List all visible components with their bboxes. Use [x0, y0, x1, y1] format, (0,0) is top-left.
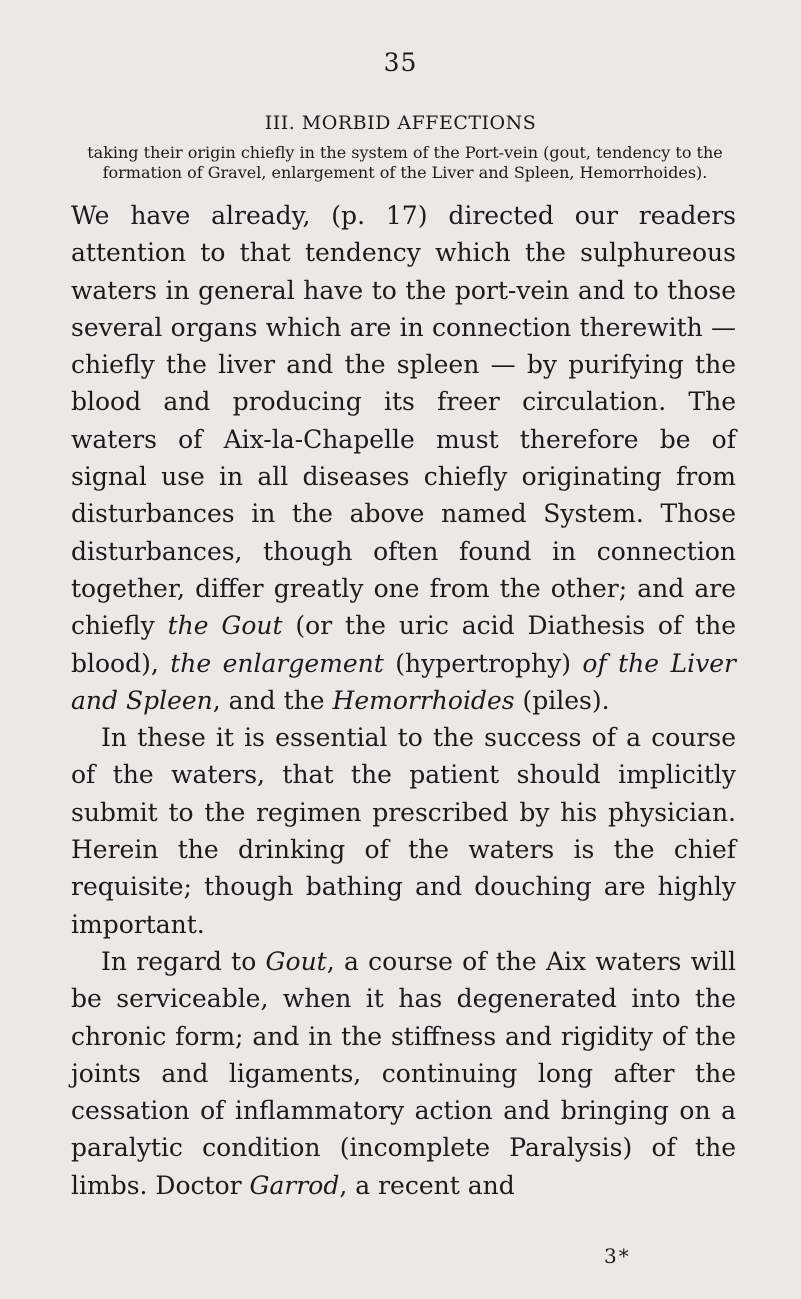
text-run: , and the — [212, 685, 333, 715]
italic-text-run: of the Liver and Spleen — [71, 648, 736, 715]
text-run: , a recent and — [339, 1170, 515, 1200]
section-subheading: taking their origin chiefly in the system of the Port-vein (gout, tendency to the formation of Gravel, enlargement of the Liver and Spleen, Hemorrhoides). — [87, 143, 723, 182]
signature-mark: 3* — [604, 1244, 631, 1268]
italic-text-run: Garrod — [249, 1170, 340, 1200]
section-heading: III. MORBID AFFECTIONS — [264, 112, 537, 134]
page-number: 35 — [383, 48, 418, 77]
text-run: (hypertrophy) — [383, 648, 583, 678]
text-run: In regard to — [101, 946, 266, 976]
italic-text-run: the Gout — [167, 611, 283, 641]
italic-text-run: Hemorrhoides — [332, 685, 515, 715]
body-text — [71, 197, 736, 1204]
paragraph — [71, 197, 736, 719]
italic-text-run: the enlargement — [170, 648, 384, 678]
text-run: (or the uric acid Diathesis of the blood), — [71, 611, 737, 678]
paragraph — [71, 719, 736, 943]
text-run: (piles). — [514, 685, 610, 715]
text-run: , a course of the Aix waters will be serviceable, when it has degenerated into the chronic form; and in the stiffness and rigidity of the joints and ligaments, continuing long after the cessation of inflammatory action and bringing on a paralytic condition (incomplete Paralysis) of the limbs. Doctor — [71, 946, 736, 1200]
text-run: We have already, (p. 17) directed our readers attention to that tendency which the sulphureous waters in general have to the port-vein and to those several organs which are in connection therewith — chiefly the liver and the spleen — by purifying the blood and producing its freer circulation. The waters of Aix-la-Chapelle must therefore be of signal use in all diseases chiefly originating from disturbances in the above named System. Those disturbances, though often found in connection together, differ greatly one from the other; and are chiefly — [71, 201, 736, 641]
paragraph — [71, 943, 736, 1204]
italic-text-run: Gout — [265, 946, 327, 976]
text-run: In these it is essential to the success of a course of the waters, that the patient should implicitly submit to the regimen prescribed by his physician. Herein the drinking of the waters is the chief requisite; though bathing and douching are highly important. — [71, 723, 736, 939]
